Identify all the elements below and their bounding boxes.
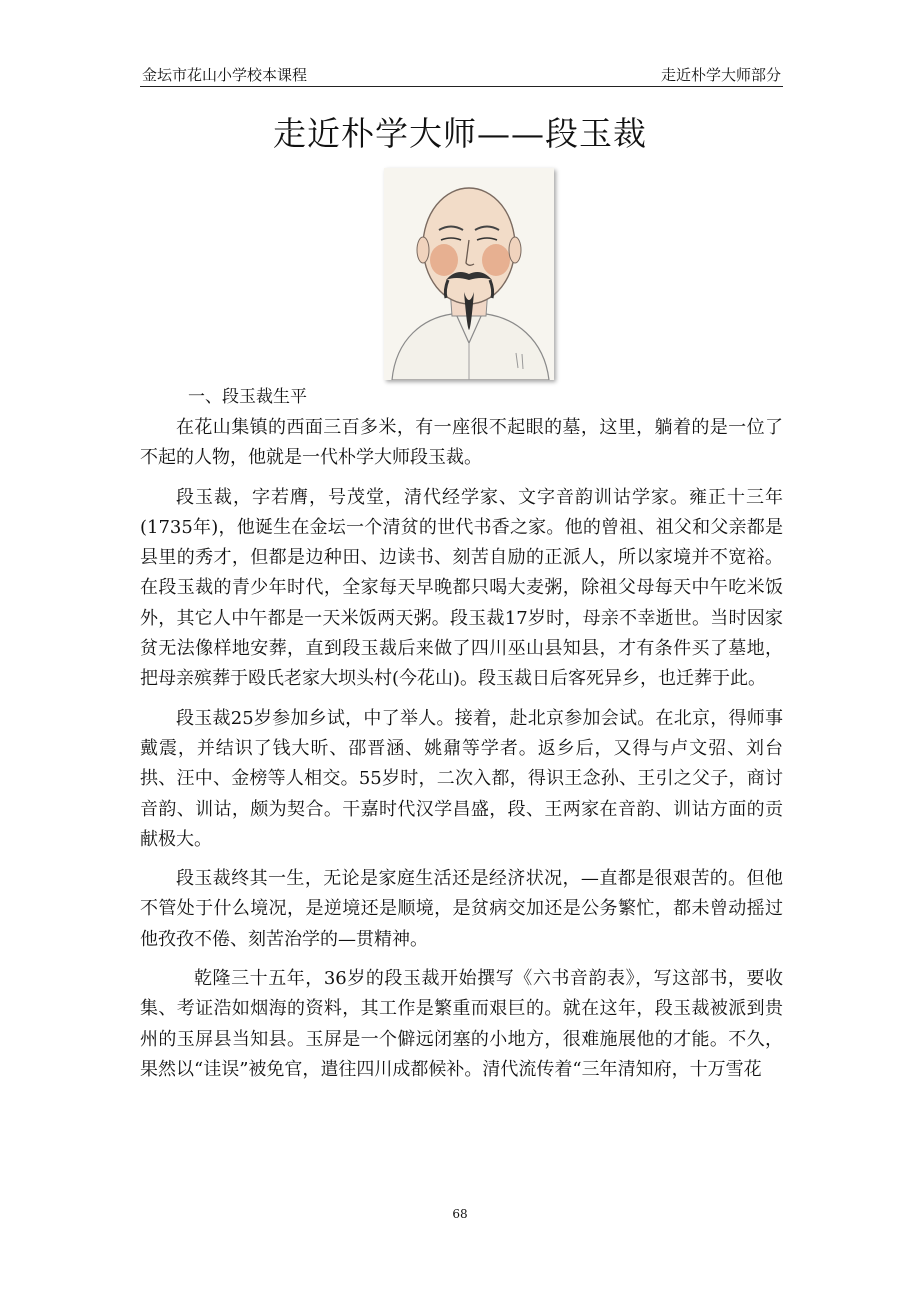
page-header [140,60,783,87]
section-heading: 一、段玉裁生平 [188,387,307,407]
header-course-title: 金坛市花山小学校本课程 [142,66,308,84]
document-title: 走近朴学大师——段玉裁 [273,114,647,153]
header-section-title: 走近朴学大师部分 [660,66,781,84]
page-number: 68 [452,1207,468,1221]
paragraph-hardship: 段玉裁终其一生，无论是家庭生活还是经济状况，—直都是很艰苦的。但他不管处于什么境况，是逆境还是顺境，是贫病交加还是公务繁忙，都未曾动摇过他孜孜不倦、刻苦治学的—贯精神。 [140,868,783,950]
paragraph-intro: 在花山集镇的西面三百多米，有一座很不起眼的墓，这里，躺着的是一位了不起的人物，他就是一代朴学大师段玉裁。 [140,417,783,469]
body-text [140,413,783,1094]
portrait-illustration [384,168,554,380]
portrait-sketch-icon [384,168,554,380]
paragraph-exams: 段玉裁25岁参加乡试，中了举人。接着，赴北京参加会试。在北京，得师事戴震，并结识了钱大昕、邵晋涵、姚鼐等学者。返乡后，又得与卢文弨、刘台拱、汪中、金榜等人相交。55岁时，二次入都，得识王念孙、王引之父子，商讨音韵、训诂，颇为契合。干嘉时代汉学昌盛，段、王两家在音韵、训诂方面的贡献极大。 [140,707,783,850]
paragraph-writing: 乾隆三十五年，36岁的段玉裁开始撰写《六书音韵表》，写这部书，要收集、考证浩如烟海的资料，其工作是繁重而艰巨的。就在这年，段玉裁被派到贵州的玉屏县当知县。玉屏是一个僻远闭塞的小地方，很难施展他的才能。不久，果然以“诖误”被免官，遣往四川成都候补。清代流传着“三年清知府，十万雪花 [140,968,783,1080]
paragraph-biography: 段玉裁，字若膺，号茂堂，清代经学家、文字音韵训诂学家。雍正十三年(1735年)，他诞生在金坛一个清贫的世代书香之家。他的曾祖、祖父和父亲都是县里的秀才，但都是边种田、边读书、刻苦自励的正派人，所以家境并不宽裕。在段玉裁的青少年时代，全家每天早晚都只喝大麦粥，除祖父母每天中午吃米饭外，其它人中午都是一天米饭两天粥。段玉裁17岁时，母亲不幸逝世。当时因家贫无法像样地安葬，直到段玉裁后来做了四川巫山县知县，才有条件买了墓地，把母亲殡葬于殴氏老家大坝头村(今花山)。段玉裁日后客死异乡，也迁葬于此。 [140,486,783,690]
